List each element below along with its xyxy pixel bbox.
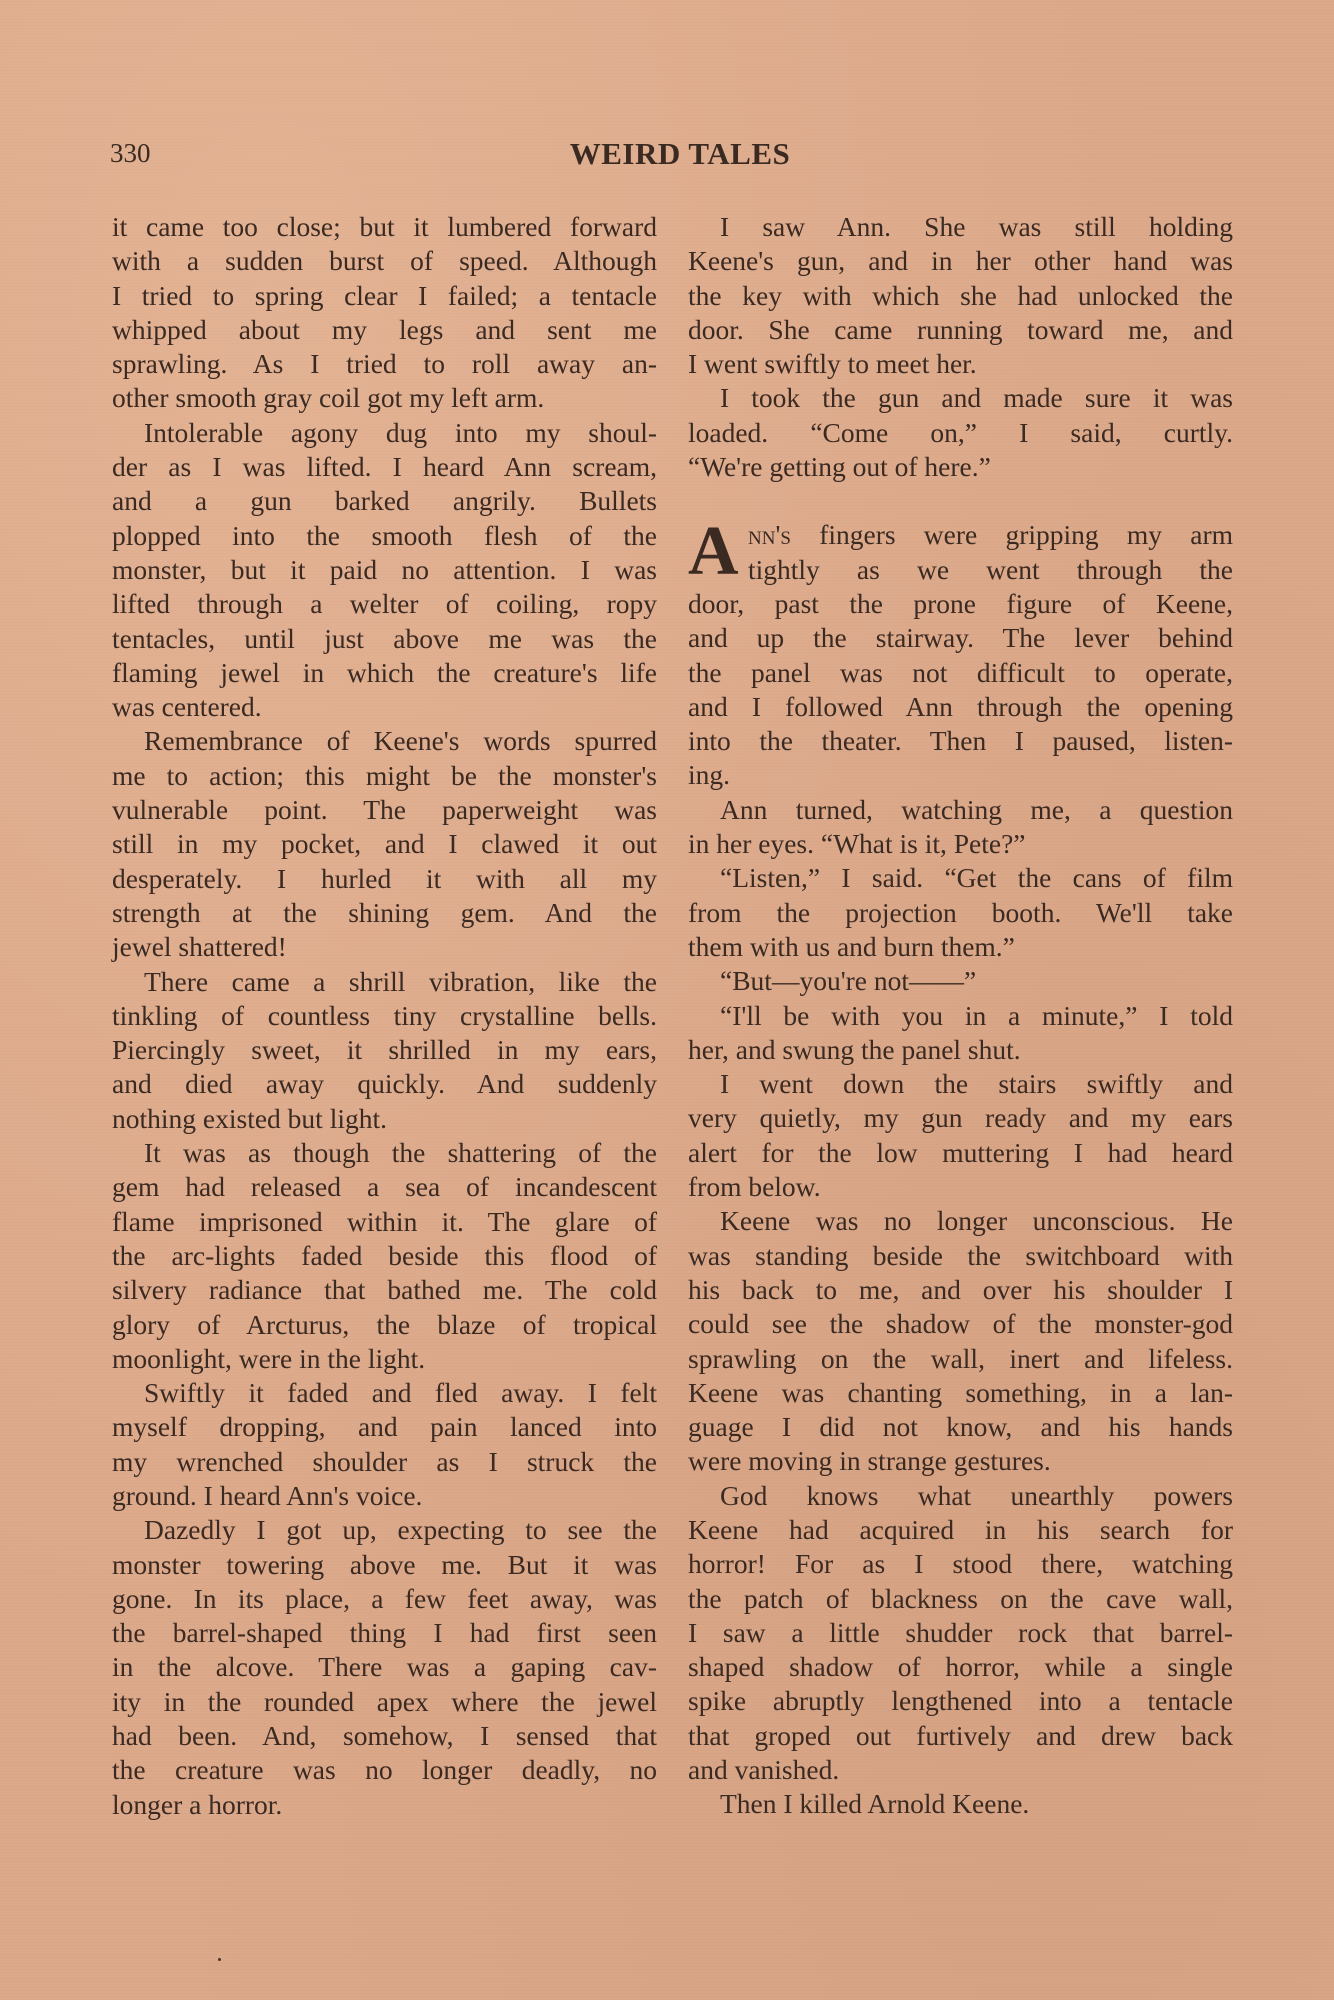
- text-line: Piercingly sweet, it shrilled in my ears,: [112, 1034, 657, 1066]
- text-line: the patch of blackness on the cave wall,: [688, 1582, 1233, 1614]
- text-line: der as I was lifted. I heard Ann scream,: [112, 451, 657, 483]
- text-line: Ann turned, watching me, a question: [720, 793, 1233, 825]
- text-line: from below.: [688, 1171, 821, 1203]
- text-line: longer a horror.: [112, 1788, 283, 1820]
- text-line: whipped about my legs and sent me: [112, 313, 657, 345]
- text-line: it came too close; but it lumbered forward: [112, 211, 657, 242]
- text-line: and I followed Ann through the opening: [688, 690, 1233, 722]
- text-line: her, and swung the panel shut.: [688, 1033, 1021, 1065]
- text-line: could see the shadow of the monster-god: [688, 1308, 1233, 1340]
- text-line: jewel shattered!: [112, 931, 287, 963]
- text-line: was standing beside the switchboard with: [688, 1239, 1233, 1271]
- section-break: [688, 484, 1233, 518]
- text-line: vulnerable point. The paperweight was: [112, 794, 657, 826]
- text-line: plopped into the smooth flesh of the: [112, 519, 657, 551]
- left-column: [112, 210, 657, 1822]
- text-line: still in my pocket, and I clawed it out: [112, 828, 657, 860]
- right-column: [688, 210, 1233, 1822]
- text-line: the barrel-shaped thing I had first seen: [112, 1617, 657, 1649]
- text-line: horror! For as I stood there, watching: [688, 1548, 1233, 1580]
- text-line: tinkling of countless tiny crystalline bells.: [112, 999, 657, 1031]
- text-line: door, past the prone figure of Keene,: [688, 587, 1233, 619]
- text-line: and died away quickly. And suddenly: [112, 1068, 657, 1100]
- text-line: “Listen,” I said. “Get the cans of film: [720, 862, 1233, 894]
- text-line: myself dropping, and pain lanced into: [112, 1411, 657, 1443]
- text-line: Remembrance of Keene's words spurred: [144, 725, 657, 757]
- text-line: loaded. “Come on,” I said, curtly.: [688, 416, 1233, 448]
- page-number: 330: [110, 138, 151, 168]
- right-column-part-1: [688, 210, 1233, 484]
- text-line: tentacles, until just above me was the: [112, 622, 657, 654]
- text-line: Keene's gun, and in her other hand was: [688, 245, 1233, 277]
- text-line: Intolerable agony dug into my shoul-: [144, 416, 657, 448]
- text-line: silvery radiance that bathed me. The cold: [112, 1274, 657, 1306]
- text-line: Keene was no longer unconscious. He: [720, 1205, 1233, 1237]
- text-line: nothing existed but light.: [112, 1102, 387, 1134]
- text-line: lifted through a welter of coiling, ropy: [112, 588, 657, 620]
- text-line: strength at the shining gem. And the: [112, 896, 657, 928]
- text-line: flaming jewel in which the creature's life: [112, 656, 657, 688]
- running-title: WEIRD TALES: [569, 136, 791, 171]
- text-line: desperately. I hurled it with all my: [112, 862, 657, 894]
- text-line: that groped out furtively and drew back: [688, 1719, 1233, 1751]
- text-line: “I'll be with you in a minute,” I told: [720, 999, 1233, 1031]
- text-line: his back to me, and over his shoulder I: [688, 1273, 1233, 1305]
- text-line: gem had released a sea of incandescent: [112, 1171, 657, 1203]
- text-line: gone. In its place, a few feet away, was: [112, 1582, 657, 1614]
- text-line: glory of Arcturus, the blaze of tropical: [112, 1308, 657, 1340]
- text-line: in her eyes. “What is it, Pete?”: [688, 828, 1026, 860]
- text-line: were moving in strange gestures.: [688, 1445, 1051, 1477]
- page-header: [110, 138, 1230, 182]
- text-line: flame imprisoned within it. The glare of: [112, 1205, 657, 1237]
- text-line: Keene had acquired in his search for: [688, 1513, 1233, 1545]
- text-line: “We're getting out of here.”: [688, 451, 991, 483]
- text-line: sprawling on the wall, inert and lifeless.: [688, 1342, 1233, 1374]
- text-line: monster towering above me. But it was: [112, 1548, 657, 1580]
- text-line: from the projection booth. We'll take: [688, 896, 1233, 928]
- paper-speck: [218, 1958, 221, 1961]
- text-line: alert for the low muttering I had heard: [688, 1136, 1233, 1168]
- text-line: Dazedly I got up, expecting to see the: [144, 1514, 657, 1546]
- text-line: I took the gun and made sure it was: [720, 382, 1233, 414]
- text-line: God knows what unearthly powers: [720, 1479, 1233, 1511]
- text-line: my wrenched shoulder as I struck the: [112, 1445, 657, 1477]
- text-line: “But—you're not——”: [720, 965, 977, 997]
- text-line: spike abruptly lengthened into a tentacle: [688, 1685, 1233, 1717]
- text-line: I saw Ann. She was still holding: [720, 211, 1233, 242]
- text-line: was centered.: [112, 691, 262, 723]
- text-line: the panel was not difficult to operate,: [688, 656, 1233, 688]
- right-column-part-2: [688, 587, 1233, 1822]
- text-line: door. She came running toward me, and: [688, 313, 1233, 345]
- text-line: them with us and burn them.”: [688, 930, 1015, 962]
- text-line: tightly as we went through the: [748, 553, 1233, 585]
- text-line: the creature was no longer deadly, no: [112, 1754, 657, 1786]
- text-line: Swiftly it faded and fled away. I felt: [144, 1377, 657, 1409]
- text-line: other smooth gray coil got my left arm.: [112, 382, 545, 414]
- text-line: ing.: [688, 759, 731, 791]
- text-line: monster, but it paid no attention. I was: [112, 553, 657, 585]
- text-line: in the alcove. There was a gaping cav-: [112, 1651, 657, 1683]
- text-line: and vanished.: [688, 1754, 840, 1786]
- text-line: moonlight, were in the light.: [112, 1342, 426, 1374]
- text-line: I went swiftly to meet her.: [688, 348, 977, 380]
- text-line: had been. And, somehow, I sensed that: [112, 1720, 657, 1752]
- text-line: There came a shrill vibration, like the: [144, 965, 657, 997]
- section-opening: [688, 513, 1233, 591]
- drop-cap: A: [688, 513, 739, 591]
- text-line: guage I did not know, and his hands: [688, 1411, 1233, 1443]
- text-line: Keene was chanting something, in a lan-: [688, 1376, 1233, 1408]
- text-line: and up the stairway. The lever behind: [688, 622, 1233, 654]
- text-line: shaped shadow of horror, while a single: [688, 1651, 1233, 1683]
- text-line: me to action; this might be the monster's: [112, 759, 657, 791]
- text-line: very quietly, my gun ready and my ears: [688, 1102, 1233, 1134]
- first-line-rest: fingers were gripping my arm: [819, 519, 1233, 551]
- text-line: I saw a little shudder rock that barrel-: [688, 1616, 1233, 1648]
- text-line: It was as though the shattering of the: [144, 1137, 657, 1169]
- text-line: the arc-lights faded beside this flood of: [112, 1239, 657, 1271]
- text-line: Then I killed Arnold Keene.: [720, 1788, 1030, 1820]
- text-line: sprawling. As I tried to roll away an-: [112, 348, 657, 380]
- text-line: I went down the stairs swiftly and: [720, 1068, 1233, 1100]
- text-line: into the theater. Then I paused, listen-: [688, 725, 1233, 757]
- text-line: and a gun barked angrily. Bullets: [112, 485, 657, 517]
- text-line: ity in the rounded apex where the jewel: [112, 1685, 657, 1717]
- text-line: with a sudden burst of speed. Although: [112, 245, 657, 277]
- small-caps-lead: nn's: [748, 519, 791, 551]
- text-line: the key with which she had unlocked the: [688, 279, 1233, 311]
- text-line: ground. I heard Ann's voice.: [112, 1479, 423, 1511]
- text-line: I tried to spring clear I failed; a tentacle: [112, 279, 657, 311]
